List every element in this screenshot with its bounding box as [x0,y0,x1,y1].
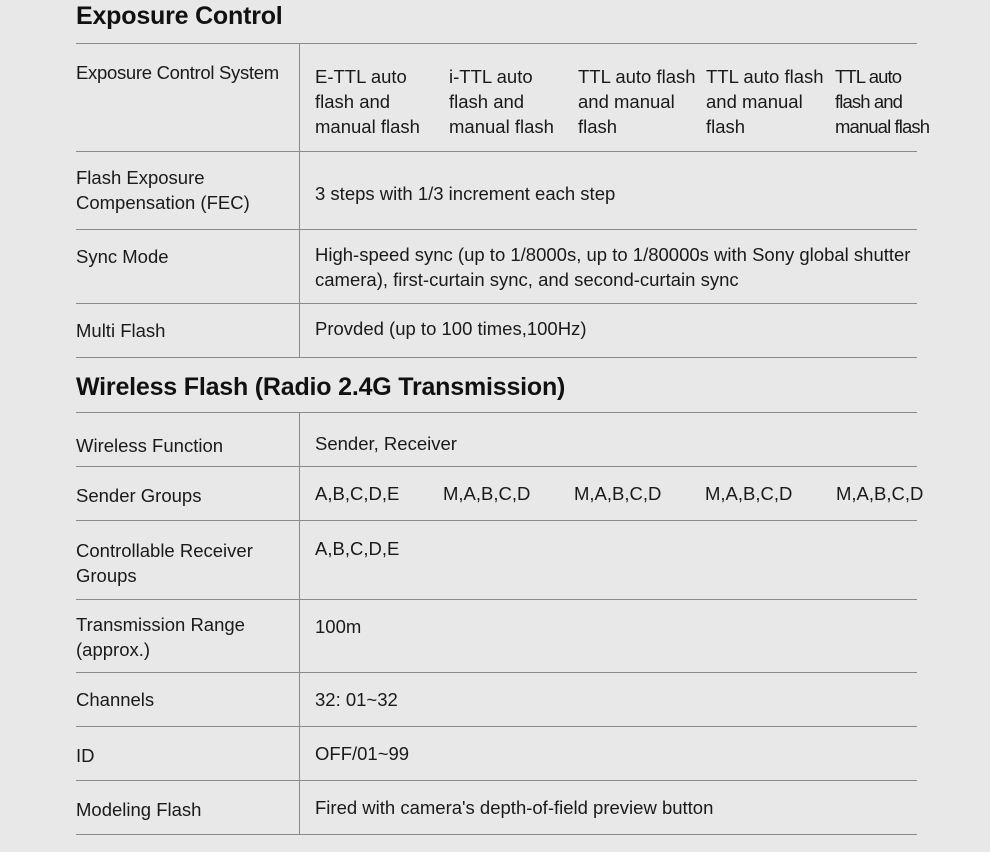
divider [76,151,917,152]
spec-value-modeling-flash: Fired with camera's depth-of-field preview button [315,797,714,818]
divider [76,834,917,835]
divider [76,43,917,44]
spec-value-exposure-system-4: TTL auto flash and manual flash [706,66,824,137]
spec-label-fec: Flash Exposure Compensation (FEC) [76,167,250,213]
column-divider [299,412,300,834]
divider [76,726,917,727]
divider [76,357,917,358]
column-divider [299,43,300,357]
spec-label-id: ID [76,745,95,766]
spec-value-sender-groups-1: A,B,C,D,E [315,483,400,504]
spec-label-modeling-flash: Modeling Flash [76,799,202,820]
spec-value-exposure-system-3: TTL auto flash and manual flash [578,66,696,137]
spec-value-sender-groups-3: M,A,B,C,D [574,483,662,504]
spec-label-wireless-function: Wireless Function [76,435,224,456]
spec-value-exposure-system-5: TTL auto flash and manual flash [835,66,930,137]
divider [76,229,917,230]
spec-label-sender-groups: Sender Groups [76,485,202,506]
spec-label-multi-flash: Multi Flash [76,320,166,341]
spec-label-sync-mode: Sync Mode [76,246,169,267]
spec-value-multi-flash: Provded (up to 100 times,100Hz) [315,318,587,339]
spec-value-sync-mode: High-speed sync (up to 1/8000s, up to 1/80000s with Sony global shutter camera), first-curtain sync, and second-curtain sync [315,244,911,290]
spec-value-exposure-system-1: E-TTL auto flash and manual flash [315,66,420,137]
divider [76,780,917,781]
spec-value-controllable-receiver-groups: A,B,C,D,E [315,538,400,559]
spec-label-exposure-control-system: Exposure Control System [76,62,279,83]
spec-value-fec: 3 steps with 1/3 increment each step [315,183,616,204]
spec-value-sender-groups-4: M,A,B,C,D [705,483,793,504]
divider [76,520,917,521]
section-title-exposure-control: Exposure Control [76,2,283,30]
spec-value-sender-groups-2: M,A,B,C,D [443,483,531,504]
spec-value-sender-groups-5: M,A,B,C,D [836,483,924,504]
spec-value-exposure-system-2: i-TTL auto flash and manual flash [449,66,554,137]
divider [76,599,917,600]
spec-value-id: OFF/01~99 [315,743,410,764]
divider [76,412,917,413]
spec-label-transmission-range: Transmission Range (approx.) [76,614,245,660]
divider [76,466,917,467]
spec-value-transmission-range: 100m [315,616,362,637]
spec-value-wireless-function: Sender, Receiver [315,433,457,454]
spec-label-channels: Channels [76,689,155,710]
spec-value-channels: 32: 01~32 [315,689,398,710]
divider [76,672,917,673]
section-title-wireless-flash: Wireless Flash (Radio 2.4G Transmission) [76,373,566,401]
divider [76,303,917,304]
spec-label-controllable-receiver-groups: Controllable Receiver Groups [76,540,253,586]
